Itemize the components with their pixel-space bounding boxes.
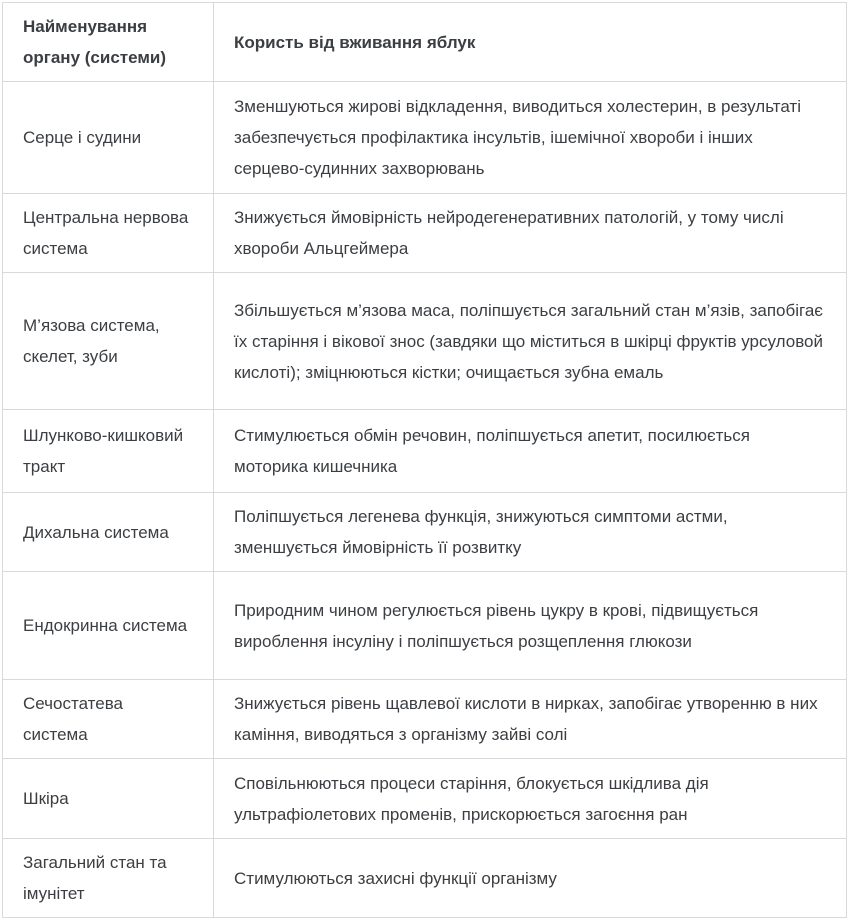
organ-cell: Серце і судини	[3, 82, 214, 194]
organ-cell: Шлунково-кишковий тракт	[3, 410, 214, 493]
table-row	[3, 194, 847, 273]
apple-benefits-table	[2, 2, 847, 918]
organ-cell: Загальний стан та імунітет	[3, 839, 214, 918]
benefit-cell: Поліпшується легенева функція, знижуються симптоми астми, зменшується ймовірність її розвитку	[214, 493, 847, 572]
organ-cell: Ендокринна система	[3, 572, 214, 680]
column-header-benefit: Користь від вживання яблук	[214, 3, 847, 82]
benefit-cell: Стимулюється обмін речовин, поліпшується апетит, посилюється моторика кишечника	[214, 410, 847, 493]
column-header-organ: Найменування органу (системи)	[3, 3, 214, 82]
benefit-cell: Збільшується м’язова маса, поліпшується загальний стан м’язів, запобігає їх старіння і вікової знос (завдяки що міститься в шкірці фруктів урсуловой кислоті); зміцнюються кістки; очищається зубна емаль	[214, 273, 847, 410]
benefit-cell: Стимулюються захисні функції організму	[214, 839, 847, 918]
benefit-cell: Сповільнюються процеси старіння, блокується шкідлива дія ультрафіолетових променів, прискорюється загоєння ран	[214, 759, 847, 839]
header-row	[3, 3, 847, 82]
organ-cell: Сечостатева система	[3, 680, 214, 759]
table-row	[3, 410, 847, 493]
table-row	[3, 82, 847, 194]
organ-cell: М’язова система, скелет, зуби	[3, 273, 214, 410]
table-row	[3, 493, 847, 572]
organ-cell: Дихальна система	[3, 493, 214, 572]
benefit-cell: Знижується ймовірність нейродегенеративних патологій, у тому числі хвороби Альцгеймера	[214, 194, 847, 273]
organ-cell: Шкіра	[3, 759, 214, 839]
table-row	[3, 759, 847, 839]
table-row	[3, 680, 847, 759]
benefit-cell: Природним чином регулюється рівень цукру в крові, підвищується вироблення інсуліну і поліпшується розщеплення глюкози	[214, 572, 847, 680]
benefit-cell: Знижується рівень щавлевої кислоти в нирках, запобігає утворенню в них каміння, виводяться з організму зайві солі	[214, 680, 847, 759]
table-row	[3, 839, 847, 918]
benefit-cell: Зменшуються жирові відкладення, виводиться холестерин, в результаті забезпечується профілактика інсультів, ішемічної хвороби і інших серцево-судинних захворювань	[214, 82, 847, 194]
table-row	[3, 273, 847, 410]
organ-cell: Центральна нервова система	[3, 194, 214, 273]
table-row	[3, 572, 847, 680]
